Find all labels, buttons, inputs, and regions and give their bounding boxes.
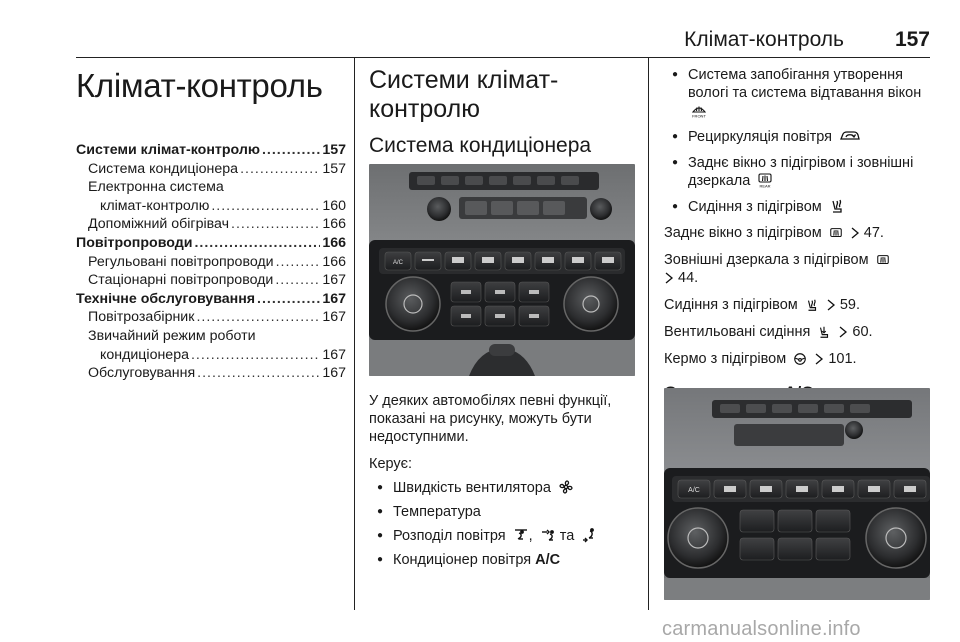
toc-entry-label: Повітропроводи [76, 234, 193, 251]
list-item: ● Заднє вікно з підігрівом і зовнішні дзеркала REAR [664, 154, 930, 190]
list-item: ● Кондиціонер повітря A/C [369, 551, 635, 569]
toc-dot-leader [240, 161, 320, 177]
column-divider-1 [354, 57, 355, 610]
section-title-line-1: Системи клімат- [369, 66, 559, 94]
ref-mirrors: Зовнішні дзеркала з підігрівом 44. [664, 251, 930, 287]
page-ref-arrow-icon [826, 298, 836, 312]
list-item: ● Система запобігання утворення вологі та система відтавання вікон FRONT [664, 66, 930, 120]
toc-entry[interactable] [76, 198, 346, 217]
list-item: ● Розподіл повітря , та [369, 527, 635, 545]
toc-entry-label: Звичайний режим роботи [88, 327, 256, 344]
toc-entry-page: 167 [322, 272, 346, 289]
toc-entry-label: Системи клімат-контролю [76, 142, 260, 158]
toc-entry[interactable] [76, 291, 346, 310]
toc-dot-leader [231, 216, 320, 232]
ref-heated-seats: Сидіння з підігрівом 59. [664, 297, 860, 313]
toc-entry-label: Повітрозабірник [88, 309, 195, 326]
column-2 [369, 66, 635, 159]
toc-entry-page: 166 [322, 234, 346, 251]
climate-panel-photo [369, 164, 635, 376]
toc-dot-leader [276, 254, 321, 270]
rear-defrost-icon [757, 172, 773, 188]
toc-entry-label: клімат-контролю [100, 197, 210, 214]
toc-entry-label: Електронна система [88, 179, 224, 196]
toc-entry-page: 167 [322, 290, 346, 307]
toc-entry-page: 167 [322, 346, 346, 363]
front-defrost-icon-label: FRONT [692, 113, 706, 118]
air-distribution-head-icon [540, 527, 556, 543]
chapter-title: Клімат-контроль [76, 67, 323, 104]
toc-entry-label: Система кондиціонера [88, 160, 239, 177]
toc-entry-page: 166 [322, 253, 346, 270]
running-header-title: Клімат-контроль [684, 28, 844, 51]
fan-icon [558, 479, 574, 495]
section-title [369, 66, 635, 124]
toc-dot-leader [196, 309, 320, 325]
controls-list [369, 479, 635, 569]
header-rule [76, 57, 930, 58]
photo-caption: У деяких автомобілях певні функції, показані на рисунку, можуть бути недоступними. [369, 393, 612, 445]
list-item: ● Сидіння з підігрівом [664, 198, 930, 216]
heated-seat-icon [805, 298, 819, 312]
air-distribution-feet-icon [581, 527, 597, 543]
toc-entry[interactable] [76, 309, 346, 328]
toc-dot-leader [194, 235, 320, 251]
toc-dot-leader [211, 198, 320, 214]
list-item: ● Рециркуляція повітря [664, 128, 930, 146]
toc-entry[interactable] [76, 142, 346, 161]
mirror-heat-icon [876, 253, 890, 267]
ac-button-label: A/C [688, 487, 700, 494]
column-3 [664, 66, 930, 404]
air-distribution-windscreen-icon [513, 527, 529, 543]
toc-entry[interactable] [76, 254, 346, 273]
ac-button-label: A/C [392, 260, 404, 266]
toc-entry[interactable] [76, 328, 346, 347]
page-ref-arrow-icon [814, 352, 824, 366]
column-2-body [369, 392, 635, 569]
heated-steering-wheel-icon [793, 352, 807, 366]
toc-entry-page: 160 [322, 197, 346, 214]
ref-rear-window: Заднє вікно з підігрівом 47. [664, 225, 884, 241]
list-item: ● Температура [369, 503, 635, 521]
toc-entry-page: 157 [322, 160, 346, 177]
toc-entry-page: 157 [322, 142, 346, 158]
toc-entry-label: Регульовані повітропроводи [88, 253, 274, 270]
toc-entry[interactable] [76, 216, 346, 235]
functions-list [664, 66, 930, 216]
toc-entry-label: Допоміжний обігрівач [88, 216, 229, 233]
section-title-line-2: контролю [369, 95, 480, 123]
toc-dot-leader [257, 291, 320, 307]
controls-label: Керує: [369, 456, 413, 472]
toc-dot-leader [262, 142, 320, 158]
running-header [0, 28, 930, 54]
ac-panel-illustration [664, 388, 930, 600]
page-ref-arrow-icon [664, 271, 674, 285]
toc-entry-label: Обслуговування [88, 365, 196, 382]
rear-window-heat-icon [829, 226, 843, 240]
list-item: ● Швидкість вентилятора [369, 479, 635, 497]
toc-entry-label: Технічне обслуговування [76, 290, 256, 307]
toc-entry[interactable] [76, 179, 346, 198]
toc-dot-leader [197, 365, 320, 381]
toc-entry-label: кондиціонера [100, 346, 189, 363]
toc-dot-leader [275, 272, 320, 288]
page-ref-arrow-icon [838, 325, 848, 339]
ac-label: A/C [535, 552, 561, 568]
column-1 [76, 66, 346, 382]
rear-defrost-icon-label: REAR [759, 183, 771, 188]
toc-entry-page: 167 [322, 365, 346, 382]
ac-panel-photo [664, 388, 930, 600]
climate-panel-illustration [369, 164, 635, 376]
page-ref-arrow-icon [850, 226, 860, 240]
recirculation-icon [839, 128, 861, 144]
toc-entry-label: Стаціонарні повітропроводи [88, 272, 274, 289]
toc-dot-leader [191, 347, 320, 363]
heated-seat-icon [829, 198, 845, 214]
toc-entry[interactable] [76, 235, 346, 254]
toc-entry[interactable] [76, 161, 346, 180]
toc-entry-page: 166 [322, 216, 346, 233]
table-of-contents [76, 142, 346, 384]
watermark: carmanualsonline.info [662, 618, 861, 640]
column-divider-2 [648, 57, 649, 610]
ventilated-seat-icon [817, 325, 831, 339]
toc-entry[interactable] [76, 347, 346, 366]
front-defrost-icon [691, 102, 707, 118]
toc-entry-page: 167 [322, 309, 346, 326]
page-number: 157 [894, 28, 930, 51]
subsection-title: Система кондиціонера [369, 134, 592, 157]
ref-ventilated-seats: Вентильовані сидіння 60. [664, 324, 873, 340]
toc-entry[interactable] [76, 272, 346, 291]
ref-heated-steering: Кермо з підігрівом 101. [664, 351, 857, 367]
toc-entry[interactable] [76, 365, 346, 384]
